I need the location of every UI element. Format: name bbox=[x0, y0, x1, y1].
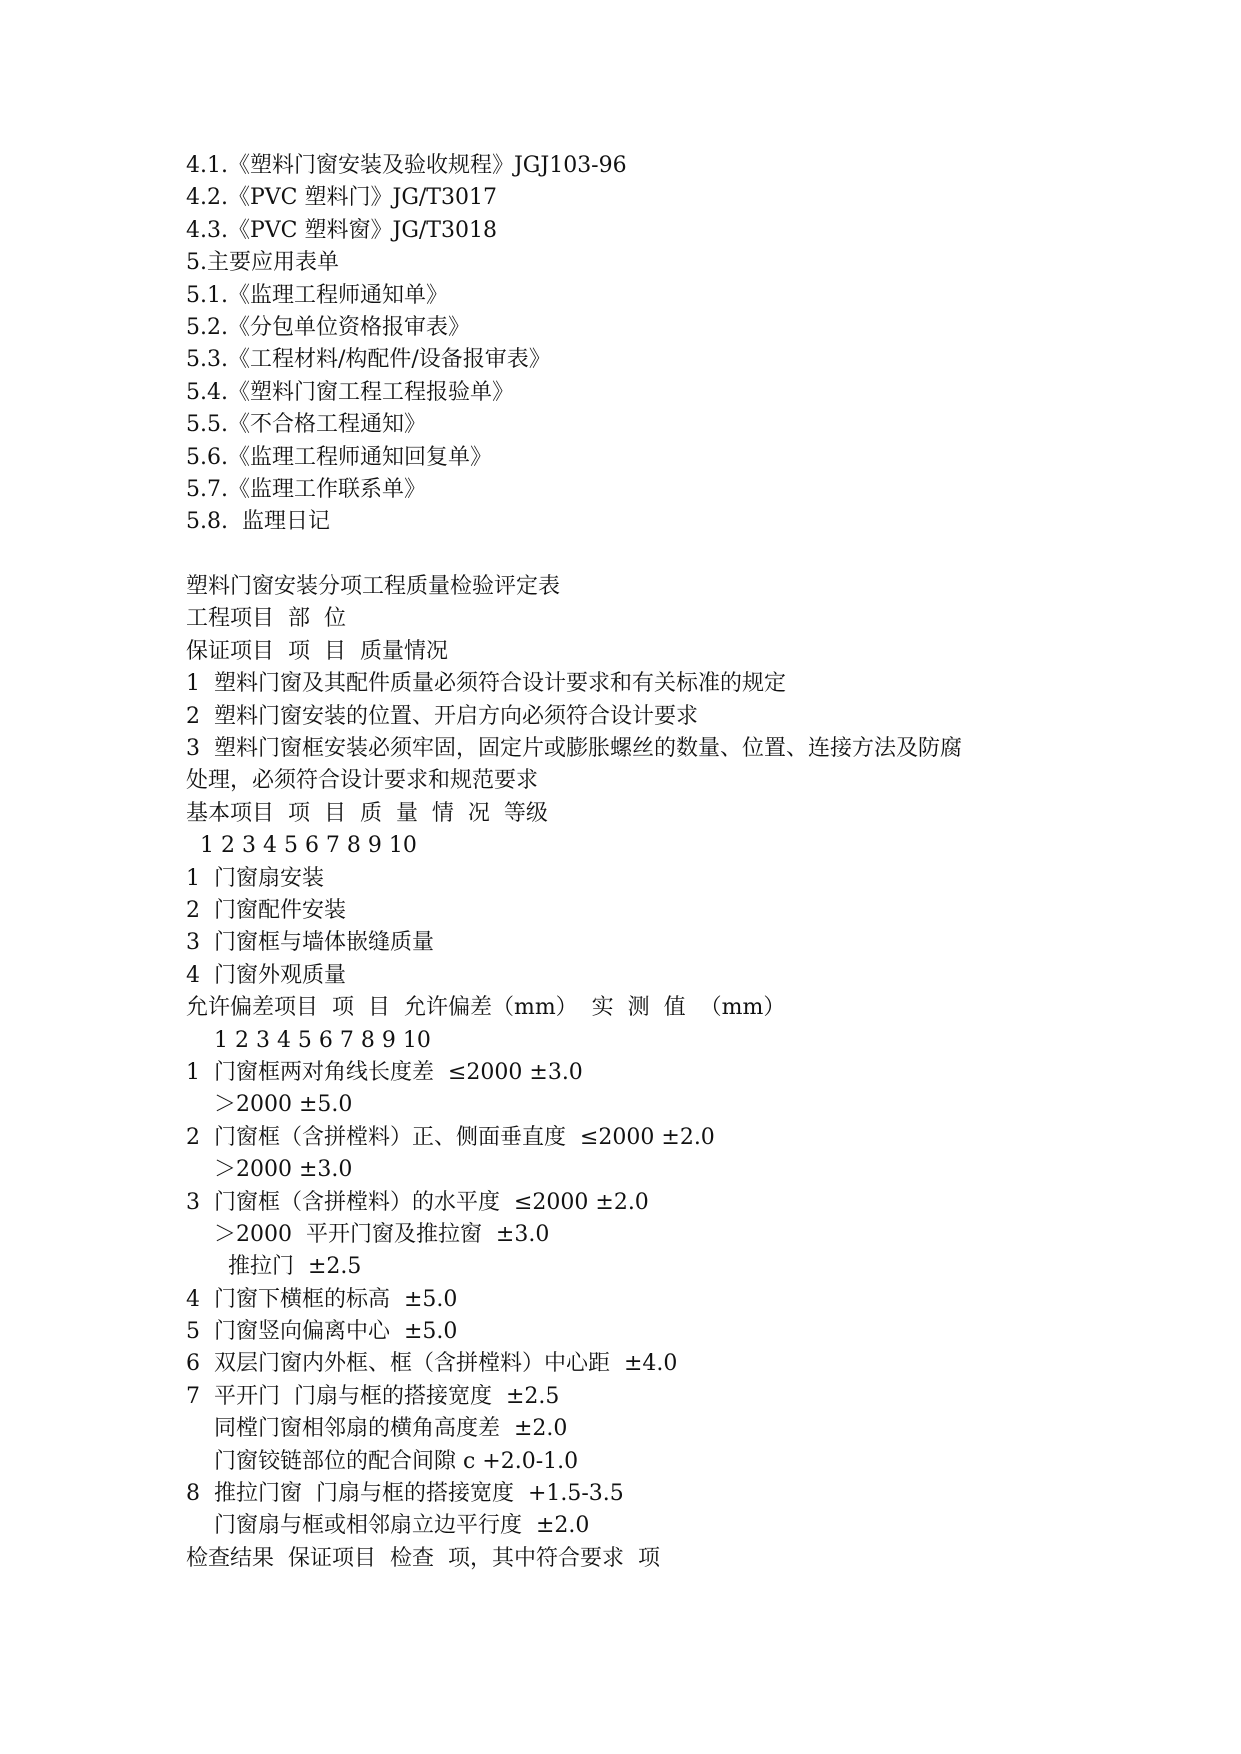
text-line: 6 双层门窗内外框、框（含拼樘料）中心距 ±4.0 bbox=[186, 1351, 678, 1377]
text-line: 5.5.《不合格工程通知》 bbox=[186, 412, 426, 438]
text-line: ＞2000 ±5.0 bbox=[186, 1092, 353, 1118]
text-line: 门窗扇与框或相邻扇立边平行度 ±2.0 bbox=[186, 1513, 590, 1539]
text-line: 4.2.《PVC 塑料门》JG/T3017 bbox=[186, 185, 497, 211]
text-line: 保证项目 项 目 质量情况 bbox=[186, 638, 448, 664]
text-line: 门窗铰链部位的配合间隙 c +2.0-1.0 bbox=[186, 1448, 579, 1474]
text-line: 4.3.《PVC 塑料窗》JG/T3018 bbox=[186, 217, 497, 243]
text-line: 5 门窗竖向偏离中心 ±5.0 bbox=[186, 1319, 458, 1345]
text-line: 基本项目 项 目 质 量 情 况 等级 bbox=[186, 800, 548, 826]
form-title: 塑料门窗安装分项工程质量检验评定表 bbox=[186, 574, 561, 600]
text-line: 4 门窗外观质量 bbox=[186, 962, 346, 988]
text-line: 7 平开门 门扇与框的搭接宽度 ±2.5 bbox=[186, 1383, 560, 1409]
blank-line bbox=[186, 539, 1086, 571]
text-line: 工程项目 部 位 bbox=[186, 606, 346, 632]
text-line: 2 门窗配件安装 bbox=[186, 897, 346, 923]
text-line: 1 2 3 4 5 6 7 8 9 10 bbox=[186, 833, 417, 859]
text-line: 处理，必须符合设计要求和规范要求 bbox=[186, 768, 539, 794]
section-heading: 5.主要应用表单 bbox=[186, 250, 339, 276]
text-line: 1 门窗扇安装 bbox=[186, 865, 324, 891]
text-line: 允许偏差项目 项 目 允许偏差（mm） 实 测 值 （mm） bbox=[186, 995, 786, 1021]
text-line: 1 门窗框两对角线长度差 ≤2000 ±3.0 bbox=[186, 1059, 583, 1085]
text-line: 8 推拉门窗 门扇与框的搭接宽度 +1.5-3.5 bbox=[186, 1481, 624, 1507]
text-line: 5.8. 监理日记 bbox=[186, 509, 330, 535]
text-line: 3 塑料门窗框安装必须牢固，固定片或膨胀螺丝的数量、位置、连接方法及防腐 bbox=[186, 736, 962, 762]
text-line: 3 门窗框与墙体嵌缝质量 bbox=[186, 930, 434, 956]
text-line: 4.1.《塑料门窗安装及验收规程》JGJ103-96 bbox=[186, 153, 627, 178]
text-line: 5.3.《工程材料/构配件/设备报审表》 bbox=[186, 347, 551, 373]
text-line: 5.4.《塑料门窗工程工程报验单》 bbox=[186, 379, 514, 405]
text-line: 2 门窗框（含拼樘料）正、侧面垂直度 ≤2000 ±2.0 bbox=[186, 1124, 715, 1150]
text-line: 1 2 3 4 5 6 7 8 9 10 bbox=[186, 1027, 431, 1053]
text-line: 1 塑料门窗及其配件质量必须符合设计要求和有关标准的规定 bbox=[186, 671, 786, 697]
text-line: 3 门窗框（含拼樘料）的水平度 ≤2000 ±2.0 bbox=[186, 1189, 649, 1215]
text-line: 推拉门 ±2.5 bbox=[186, 1254, 362, 1280]
text-line: 2 塑料门窗安装的位置、开启方向必须符合设计要求 bbox=[186, 703, 698, 729]
text-line: 5.7.《监理工作联系单》 bbox=[186, 476, 426, 502]
text-line: 4 门窗下横框的标高 ±5.0 bbox=[186, 1286, 458, 1312]
text-line: 同樘门窗相邻扇的横角高度差 ±2.0 bbox=[186, 1416, 568, 1442]
document-page bbox=[186, 150, 1086, 1575]
text-line: ＞2000 平开门窗及推拉窗 ±3.0 bbox=[186, 1221, 550, 1247]
text-line: 检查结果 保证项目 检查 项，其中符合要求 项 bbox=[186, 1545, 660, 1571]
text-line: 5.1.《监理工程师通知单》 bbox=[186, 282, 448, 308]
text-line: 5.6.《监理工程师通知回复单》 bbox=[186, 444, 492, 470]
text-line: ＞2000 ±3.0 bbox=[186, 1157, 353, 1183]
text-line: 5.2.《分包单位资格报审表》 bbox=[186, 314, 470, 340]
